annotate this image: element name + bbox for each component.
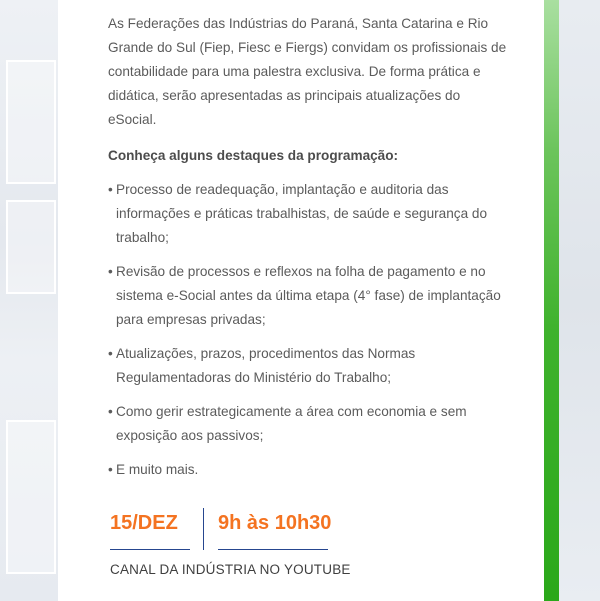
green-accent-bar [544,0,559,601]
bullet-icon: • [108,346,113,361]
list-item [108,342,508,390]
background-window-shape [6,60,56,184]
background-right-panel [559,0,600,601]
list-item [108,178,508,250]
event-details [108,508,408,552]
invitation-content [108,12,508,492]
list-item-text: E muito mais. [116,462,199,477]
list-item-text: Atualizações, prazos, procedimentos das Normas Regulamentadoras do Ministério do Trabalho; [116,346,416,385]
background-window-shape [6,200,56,294]
list-item [108,260,508,332]
bullet-icon: • [108,264,113,279]
event-date: 15/DEZ [110,512,178,534]
list-item-text: Como gerir estrategicamente a área com economia e sem exposição aos passivos; [116,404,467,443]
highlights-list [108,178,508,482]
list-item [108,458,508,482]
bullet-icon: • [108,404,113,419]
event-time: 9h às 10h30 [218,512,332,534]
date-underline [110,549,190,550]
list-item-text: Processo de readequação, implantação e auditoria das informações e práticas trabalhistas, de saúde e segurança do trabalho; [116,182,488,245]
time-underline [218,549,328,550]
intro-paragraph: As Federações das Indústrias do Paraná, Santa Catarina e Rio Grande do Sul (Fiep, Fiesc e Fiergs) convidam os profissionais de contabilidade para uma palestra exclusiva. De forma prática e didática, serão apresentadas as principais atualizações do eSocial. [108,16,507,127]
highlights-title: Conheça alguns destaques da programação: [108,148,399,163]
background-window-shape [6,420,56,574]
bullet-icon: • [108,462,113,477]
list-item-text: Revisão de processos e reflexos na folha de pagamento e no sistema e-Social antes da última etapa (4° fase) de implantação para empresas privadas; [116,264,501,327]
bullet-icon: • [108,182,113,197]
event-divider [203,508,204,550]
background-left-panel [0,0,58,601]
invitation-card [58,0,544,601]
list-item [108,400,508,448]
event-channel: CANAL DA INDÚSTRIA NO YOUTUBE [110,562,351,577]
